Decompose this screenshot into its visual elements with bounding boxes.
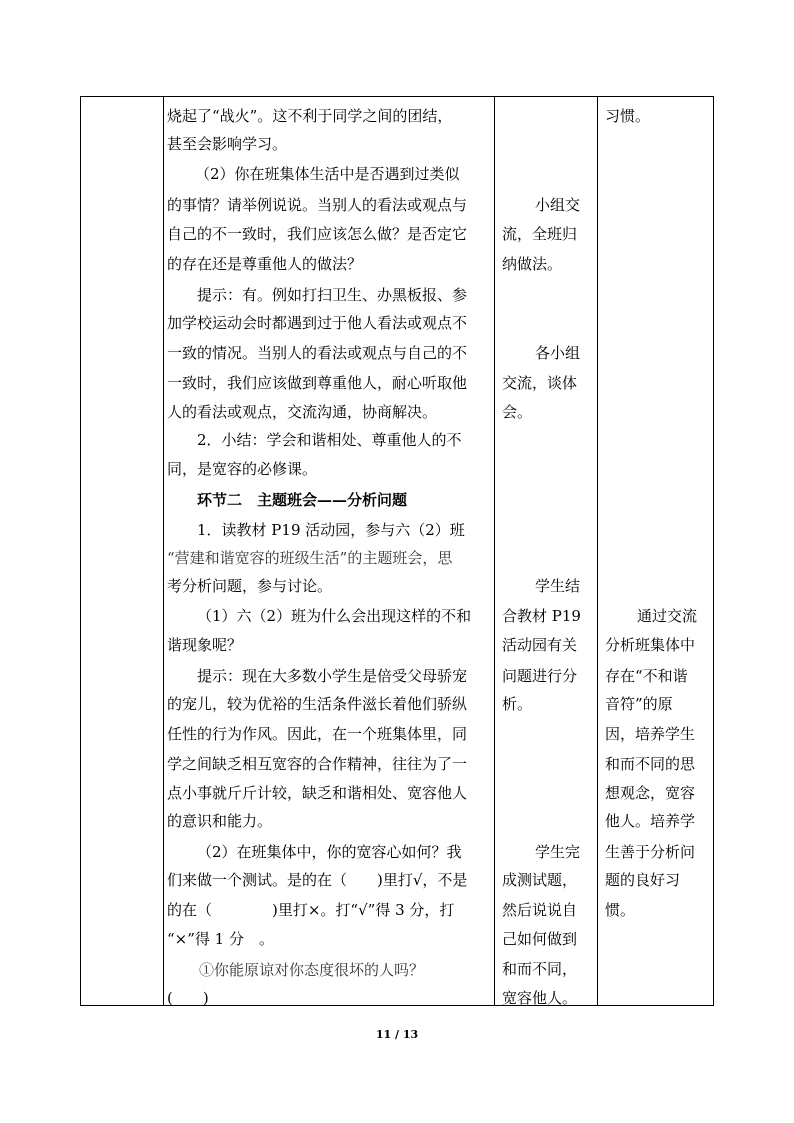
section-heading: 环节二 主题班会——分析问题 — [197, 491, 408, 509]
text-line: 和而不同， — [502, 960, 578, 978]
text-line: 任性的行为作风。因此，在一个班集体里，同 — [167, 725, 468, 743]
lesson-table — [80, 96, 714, 1006]
text-line: 因，培养学生 — [605, 725, 696, 743]
text-line: 2．小结：学会和谐相处、尊重他人的不 — [197, 431, 462, 449]
text-line: 的在（ )里打×。打“√”得 3 分，打 — [167, 901, 455, 919]
text-line: 宽容他人。 — [502, 989, 578, 1007]
text-line: 的存在还是尊重他人的做法？ — [167, 255, 363, 273]
text-line: 提示：有。例如打扫卫生、办黑板报、参 — [197, 286, 468, 304]
text-line: 习惯。 — [605, 107, 651, 125]
text-line: 同，是宽容的必修课。 — [167, 460, 318, 478]
text-line: 自己的不一致时，我们应该怎么做？是否定它 — [167, 225, 468, 243]
text-line: 各小组 — [535, 344, 581, 362]
text-line: 甚至会影响学习。 — [167, 135, 288, 153]
text-line: 学之间缺乏相互宽容的合作精神，往往为了一 — [167, 755, 468, 773]
text-line: 谐现象呢？ — [167, 636, 243, 654]
text-line: 点小事就斤斤计较，缺乏和谐相处、宽容他人 — [167, 784, 468, 802]
text-line: 加学校运动会时都遇到过于他人看法或观点不 — [167, 314, 468, 332]
text-line: 学生完 — [535, 843, 581, 861]
text-line: 烧起了“战火”。这不利于同学之间的团结， — [167, 107, 453, 125]
text-line: 存在“不和谐 — [605, 667, 688, 685]
text-line: 流，全班归 — [502, 225, 578, 243]
text-line: 想观念，宽容 — [605, 784, 696, 802]
text-line: 小组交 — [535, 196, 581, 214]
text-line: 一致的情况。当别人的看法或观点与自己的不 — [167, 344, 468, 362]
text-line: 1．读教材 P19 活动园，参与六（2）班 — [197, 521, 465, 539]
text-line: 成测试题， — [502, 871, 578, 889]
text-line: 的宠儿，较为优裕的生活条件滋长着他们骄纵 — [167, 695, 468, 713]
text-line: 合教材 P19 — [502, 607, 581, 625]
text-line: 音符”的原 — [605, 695, 673, 713]
text-line: 们来做一个测试。是的在（ )里打√，不是 — [167, 871, 468, 889]
text-line: 活动园有关 — [502, 636, 578, 654]
text-line: 惯。 — [605, 901, 636, 919]
text-line: 的意识和能力。 — [167, 812, 273, 830]
text-line: （2）你在班集体生活中是否遇到过类似 — [195, 165, 460, 183]
text-line: 考分析问题，参与讨论。 — [167, 577, 333, 595]
text-line: 然后说说自 — [502, 901, 578, 919]
text-line: （2）在班集体中，你的宽容心如何？我 — [197, 843, 462, 861]
column-divider — [494, 97, 495, 1005]
text-line: 会。 — [502, 403, 533, 421]
text-line: 交流，谈体 — [502, 374, 578, 392]
text-line: 问题进行分 — [502, 667, 578, 685]
text-line: 通过交流 — [637, 607, 698, 625]
text-line: 一致时，我们应该做到尊重他人，耐心听取他 — [167, 374, 468, 392]
text-line: 他人。培养学 — [605, 812, 696, 830]
text-line: 分析班集体中 — [605, 636, 696, 654]
text-line: 生善于分析问 — [605, 843, 696, 861]
column-divider — [163, 97, 164, 1005]
answer-blank: ( ) — [167, 989, 209, 1007]
page-number: 11 / 13 — [375, 1028, 419, 1041]
text-line: （1）六（2）班为什么会出现这样的不和 — [197, 607, 472, 625]
text-line: 学生结 — [535, 577, 581, 595]
text-line: 己如何做到 — [502, 930, 578, 948]
column-divider — [597, 97, 598, 1005]
text-line: 提示：现在大多数小学生是倍受父母骄宠 — [197, 667, 468, 685]
text-line: 纳做法。 — [502, 255, 563, 273]
text-line: “营建和谐宽容的班级生活”的主题班会，思 — [167, 549, 453, 567]
text-line: 和而不同的思 — [605, 755, 696, 773]
text-line: 题的良好习 — [605, 871, 681, 889]
text-line: “×”得 1 分 。 — [167, 930, 274, 948]
quiz-question: ①你能原谅对你态度很坏的人吗？ — [199, 961, 425, 979]
text-line: 人的看法或观点，交流沟通，协商解决。 — [167, 403, 438, 421]
text-line: 的事情？请举例说说。当别人的看法或观点与 — [167, 196, 468, 214]
text-line: 析。 — [502, 695, 533, 713]
